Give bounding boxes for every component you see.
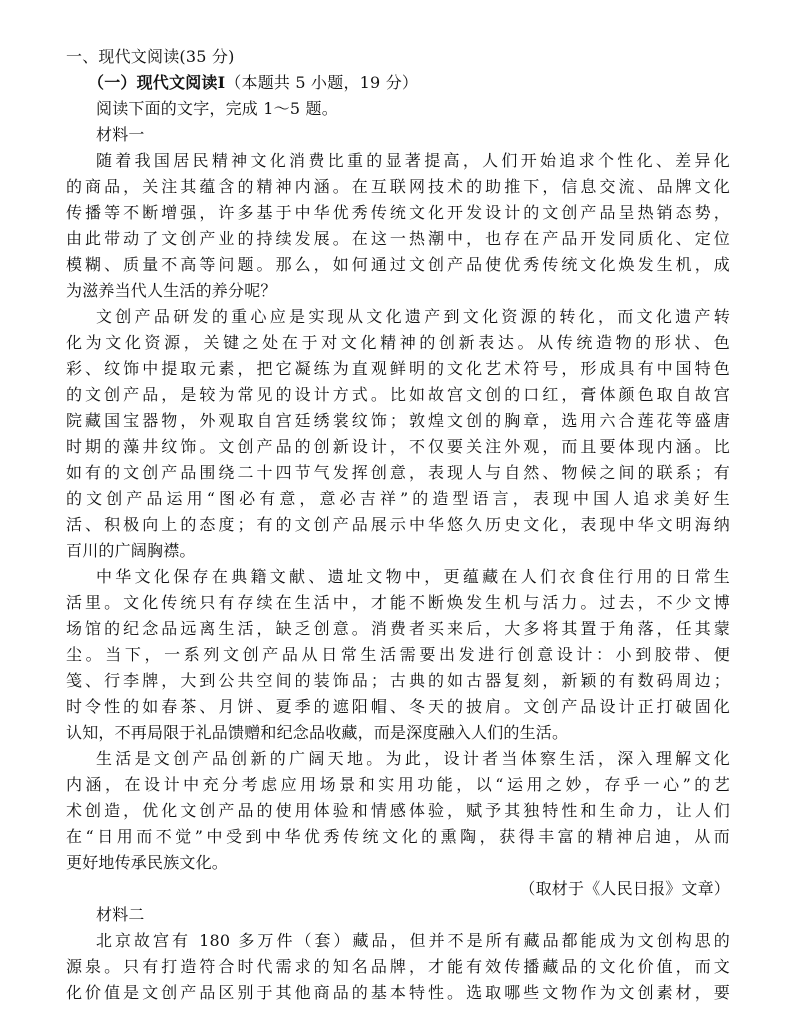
section-heading: 一、现代文阅读(35 分): [66, 47, 235, 66]
paragraph-line: 活里。文化传统只有存续在生活中，才能不断焕发生机与活力。过去，不少文博: [66, 593, 730, 612]
paragraph-line: 在“日用而不觉”中受到中华优秀传统文化的熏陶，获得丰富的精神启迪，从而: [66, 827, 730, 846]
subsection-title-rest: （本题共 5 小题，19 分）: [225, 73, 419, 92]
subsection-title: [88, 70, 730, 95]
paragraph-line: 源泉。只有打造符合时代需求的知名品牌，才能有效传播藏品的文化价值，而文: [66, 957, 730, 976]
paragraph-line: 模糊、质量不高等问题。那么，如何通过文创产品使优秀传统文化焕发生机，成: [66, 255, 730, 274]
paragraph-line: 的文创产品运用“图必有意，意必吉祥”的造型语言，表现中国人追求美好生: [66, 489, 730, 508]
paragraph-line: 认知，不再局限于礼品馈赠和纪念品收藏，而是深度融入人们的生活。: [66, 723, 569, 742]
paragraph-line: 中华文化保存在典籍文献、遗址文物中，更蕴藏在人们衣食住行用的日常生: [96, 567, 730, 586]
paragraph-line: 北京故宫有 180 多万件（套）藏品，但并不是所有藏品都能成为文创构思的: [96, 931, 730, 950]
paragraph-line: 内涵，在设计中充分考虑应用场景和实用功能，以“运用之妙，存乎一心”的艺: [66, 775, 730, 794]
paragraph-line: 化价值是文创产品区别于其他商品的基本特性。选取哪些文物作为文创素材，要: [66, 983, 730, 1002]
material-one-label: 材料一: [96, 125, 145, 144]
paragraph-line: 更好地传承民族文化。: [66, 853, 229, 872]
paragraph-line: 活、积极向上的态度；有的文创产品展示中华悠久历史文化，表现中华文明海纳: [66, 515, 730, 534]
paragraph-line: 化为文化资源，关键之处在于对文化精神的创新表达。从传统造物的形状、色: [66, 333, 730, 352]
paragraph-line: 随着我国居民精神文化消费比重的显著提高，人们开始追求个性化、差异化: [96, 151, 730, 170]
paragraph-line: 为滋养当代人生活的养分呢？: [66, 281, 277, 300]
paragraph-line: 时期的藻井纹饰。文创产品的创新设计，不仅要关注外观，而且要体现内涵。比: [66, 437, 730, 456]
instruction: 阅读下面的文字，完成 1～5 题。: [96, 99, 338, 118]
paragraph-line: 传播等不断增强，许多基于中华优秀传统文化开发设计的文创产品呈热销态势，: [66, 203, 730, 222]
paragraph-line: 如有的文创产品围绕二十四节气发挥创意，表现人与自然、物候之间的联系；有: [66, 463, 730, 482]
paragraph-line: 术创造，优化文创产品的使用体验和情感体验，赋予其独特性和生命力，让人们: [66, 801, 730, 820]
paragraph-line: 院藏国宝器物，外观取自宫廷绣裳纹饰；敦煌文创的胸章，选用六合莲花等盛唐: [66, 411, 730, 430]
paragraph-line: 百川的广阔胸襟。: [66, 541, 196, 560]
paragraph-line: 由此带动了文创产业的持续发展。在这一热潮中，也存在产品开发同质化、定位: [66, 229, 730, 248]
paragraph-line: 生活是文创产品创新的广阔天地。为此，设计者当体察生活，深入理解文化: [96, 749, 730, 768]
paragraph-line: 的文创产品，是较为常见的设计方式。比如故宫文创的口红，膏体颜色取自故宫: [66, 385, 730, 404]
subsection-title-bold: （一）现代文阅读Ⅰ: [88, 73, 226, 92]
paragraph-line: 尘。当下，一系列文创产品从日常生活需要出发进行创意设计：小到胶带、便: [66, 645, 730, 664]
paragraph-line: 场馆的纪念品远离生活，缺乏创意。消费者买来后，大多将其置于角落，任其蒙: [66, 619, 730, 638]
paragraph-line: 的商品，关注其蕴含的精神内涵。在互联网技术的助推下，信息交流、品牌文化: [66, 177, 730, 196]
paragraph-line: 彩、纹饰中提取元素，把它凝练为直观鲜明的文化艺术符号，形成具有中国特色: [66, 359, 730, 378]
paragraph-line: 笺、行李牌，大到公共空间的装饰品；古典的如古器复刻，新颖的有数码周边；: [66, 671, 730, 690]
material-two-label: 材料二: [96, 905, 145, 924]
paragraph-line: 文创产品研发的重心应是实现从文化遗产到文化资源的转化，而文化遗产转: [96, 307, 730, 326]
paragraph-line: 时令性的如春茶、月饼、夏季的遮阳帽、冬天的披肩。文创产品设计正打破固化: [66, 697, 730, 716]
source-note: （取材于《人民日报》文章）: [519, 879, 730, 898]
